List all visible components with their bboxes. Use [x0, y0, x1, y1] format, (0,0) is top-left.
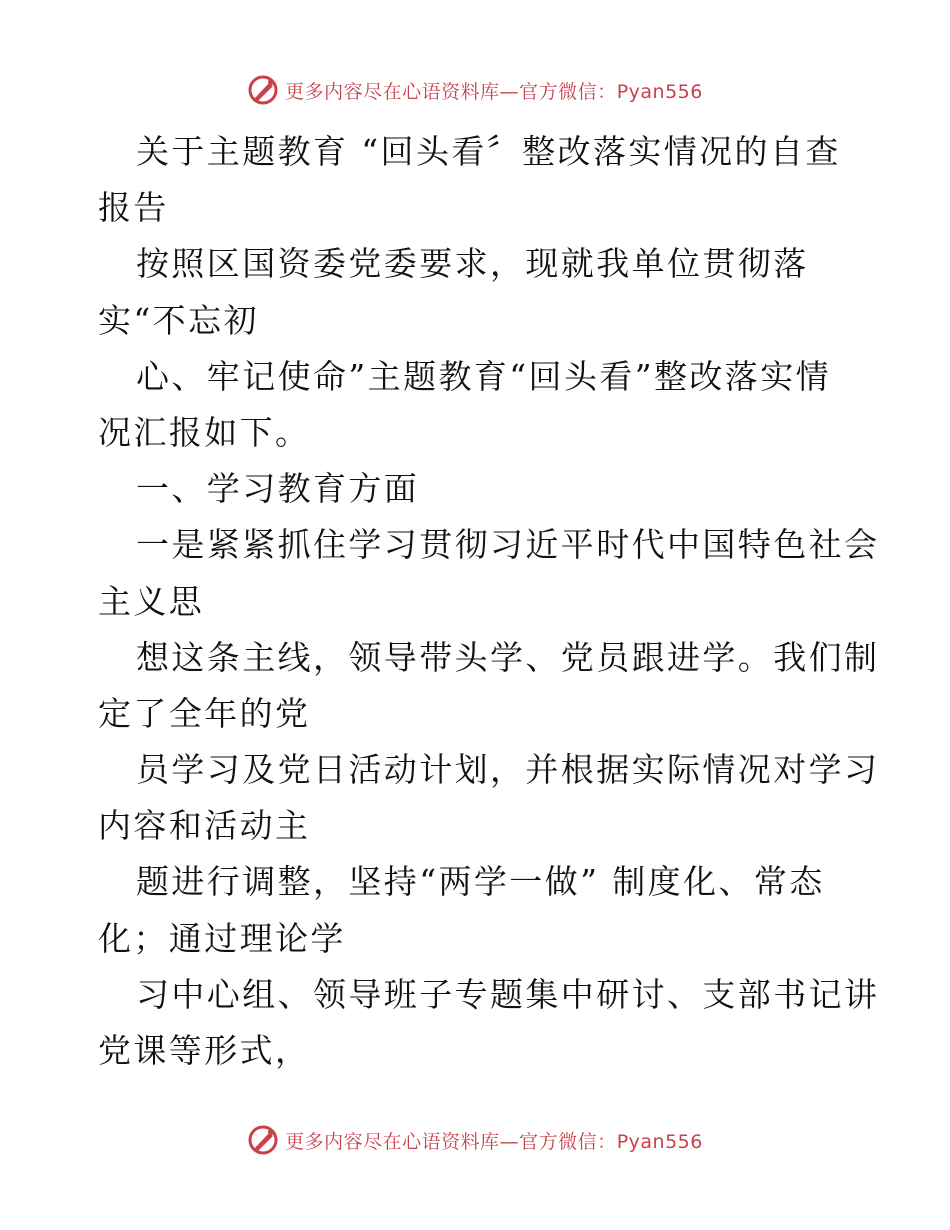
body-line: 主义思: [98, 581, 205, 621]
seal-logo-icon: [247, 74, 279, 106]
watermark-site: 更多内容尽在心语资料库: [285, 80, 500, 103]
body-line: 党课等形式，: [98, 1031, 311, 1070]
body-line: 况汇报如下。: [98, 412, 311, 452]
body-line: 实“不忘初: [98, 300, 259, 340]
watermark-text: [285, 1127, 703, 1154]
seal-logo-icon: [247, 1124, 279, 1156]
watermark-site: 更多内容尽在心语资料库: [285, 1130, 500, 1153]
body-line: 心、牢记使命”主题教育“回头看”整改落实情: [136, 356, 832, 396]
body-line: 内容和活动主: [98, 806, 311, 846]
body-line: 员学习及党日活动计划，并根据实际情况对学习: [136, 750, 880, 790]
body-line: 想这条主线，领导带头学、党员跟进学。我们制: [136, 637, 880, 677]
section-heading: 一、学习教育方面: [136, 469, 420, 509]
title-line-2: 报告: [98, 188, 169, 228]
body-line: 一是紧紧抓住学习贯彻习近平时代中国特色社会: [136, 525, 880, 565]
body-line: 化；通过理论学: [98, 918, 346, 958]
body-line: 定了全年的党: [98, 693, 311, 733]
document-body: [98, 124, 880, 1079]
title-line-1: 关于主题教育 “回头看〞整改落实情况的自查: [136, 132, 841, 171]
watermark-separator: —: [499, 80, 520, 103]
watermark-header: [0, 70, 950, 110]
watermark-footer: [0, 1120, 950, 1160]
watermark-text: [285, 77, 703, 104]
body-line: 习中心组、领导班子专题集中研讨、支部书记讲: [136, 974, 880, 1014]
watermark-wechat-label: 官方微信：: [519, 1130, 617, 1153]
watermark-separator: —: [499, 1130, 520, 1153]
body-line: 按照区国资委党委要求，现就我单位贯彻落: [136, 244, 809, 284]
watermark-wechat-id: Pyan556: [616, 80, 703, 103]
body-line: 题进行调整，坚持“两学一做” 制度化、常态: [136, 862, 825, 902]
watermark-wechat-id: Pyan556: [616, 1130, 703, 1153]
watermark-wechat-label: 官方微信：: [519, 80, 617, 103]
